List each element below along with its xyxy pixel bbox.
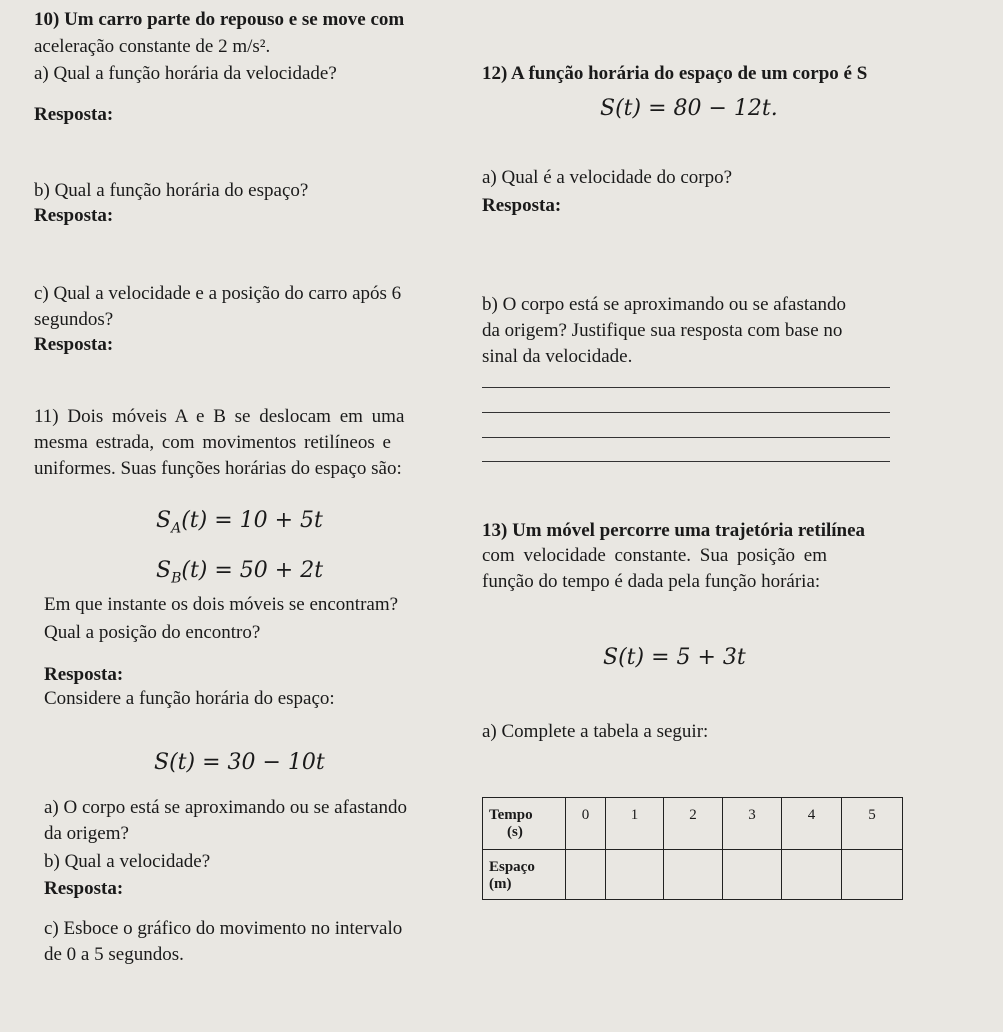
- q10-question-c-line1: c) Qual a velocidade e a posição do carro após 6: [34, 283, 402, 304]
- table-time-value: 0: [581, 807, 590, 823]
- answer-line: [482, 437, 890, 438]
- table-time-value: 4: [807, 807, 816, 823]
- q12-answer-label-a: Resposta:: [482, 195, 562, 216]
- table-header-time-unit: (s): [507, 824, 523, 840]
- q11-answer-label: Resposta:: [44, 664, 124, 685]
- q13-table: [482, 797, 903, 900]
- table-header-time-label: Tempo: [489, 807, 533, 823]
- consider-question-a-line1: a) O corpo está se aproximando ou se afastando: [44, 797, 407, 818]
- q10-title: 10) Um carro parte do repouso e se move com: [34, 9, 405, 30]
- q13-question-a: a) Complete a tabela a seguir:: [482, 721, 709, 742]
- table-cell-space-empty[interactable]: [664, 850, 723, 900]
- q12-question-b-line1: b) O corpo está se aproximando ou se afastando: [482, 294, 847, 315]
- q13-title-text: 13) Um móvel percorre uma trajetória retilínea: [482, 520, 866, 541]
- table-time-value: 1: [630, 807, 639, 823]
- q11-statement-line2: mesma estrada, com movimentos retilíneos e: [34, 432, 391, 453]
- consider-equation: S(t) = 30 − 10t: [154, 750, 325, 775]
- consider-question-a-line2: da origem?: [44, 823, 129, 844]
- table-cell-time: [664, 798, 723, 850]
- answer-line: [482, 412, 890, 413]
- q10-statement: aceleração constante de 2 m/s².: [34, 36, 271, 57]
- table-cell-space-empty[interactable]: [842, 850, 903, 900]
- consider-question-c-line2: de 0 a 5 segundos.: [44, 944, 184, 965]
- table-row-time: [483, 798, 903, 850]
- table-header-space-unit: (m): [489, 876, 512, 892]
- table-header-space-label: Espaço: [489, 859, 535, 875]
- table-cell-time: [842, 798, 903, 850]
- table-row-space: [483, 850, 903, 900]
- table-cell-time: [723, 798, 782, 850]
- q11-statement-line3: uniformes. Suas funções horárias do espaço são:: [34, 458, 402, 479]
- table-cell-space-empty[interactable]: [782, 850, 842, 900]
- q10-question-c-line2: segundos?: [34, 309, 114, 330]
- q10-answer-label-b: Resposta:: [34, 205, 114, 226]
- consider-question-b: b) Qual a velocidade?: [44, 851, 211, 872]
- answer-line: [482, 387, 890, 388]
- q10-answer-label-c: Resposta:: [34, 334, 114, 355]
- q10-answer-label-a: Resposta:: [34, 104, 114, 125]
- table-cell-space-empty[interactable]: [723, 850, 782, 900]
- q12-question-b-line3: sinal da velocidade.: [482, 346, 633, 367]
- q13-statement-line2: com velocidade constante. Sua posição em: [482, 545, 828, 566]
- table-cell-space-empty[interactable]: [606, 850, 664, 900]
- q13-statement-line3: função do tempo é dada pela função horária:: [482, 571, 821, 592]
- table-time-value: 2: [689, 807, 697, 823]
- q10-question-b: b) Qual a função horária do espaço?: [34, 180, 309, 201]
- answer-line: [482, 461, 890, 462]
- consider-intro: Considere a função horária do espaço:: [44, 688, 335, 709]
- q10-question-a: a) Qual a função horária da velocidade?: [34, 63, 337, 84]
- q11-equation-a: $S_A(t) = 10 + 5t$: [156, 508, 323, 537]
- table-cell-time: [566, 798, 606, 850]
- consider-question-c-line1: c) Esboce o gráfico do movimento no intervalo: [44, 918, 403, 939]
- q12-equation: S(t) = 80 − 12t.: [600, 96, 778, 121]
- table-cell-time: [782, 798, 842, 850]
- consider-answer-label: Resposta:: [44, 878, 124, 899]
- table-time-value: 3: [748, 807, 756, 823]
- q12-question-b-line2: da origem? Justifique sua resposta com base no: [482, 320, 843, 341]
- table-header-time: [483, 798, 566, 850]
- q11-equation-b: $S_B(t) = 50 + 2t$: [156, 558, 324, 587]
- q12-question-a: a) Qual é a velocidade do corpo?: [482, 167, 733, 188]
- table-cell-time: [606, 798, 664, 850]
- q11-title: 11) Dois móveis A e B se deslocam em uma: [34, 406, 405, 427]
- q13-equation: S(t) = 5 + 3t: [603, 645, 746, 670]
- table-cell-space-empty[interactable]: [566, 850, 606, 900]
- q11-question-instant: Em que instante os dois móveis se encontram?: [44, 594, 399, 615]
- q12-title: 12) A função horária do espaço de um corpo é S: [482, 63, 868, 84]
- q11-question-position: Qual a posição do encontro?: [44, 622, 261, 643]
- table-header-space: [483, 850, 566, 900]
- q13-title: [482, 520, 865, 542]
- table-time-value: 5: [868, 807, 876, 823]
